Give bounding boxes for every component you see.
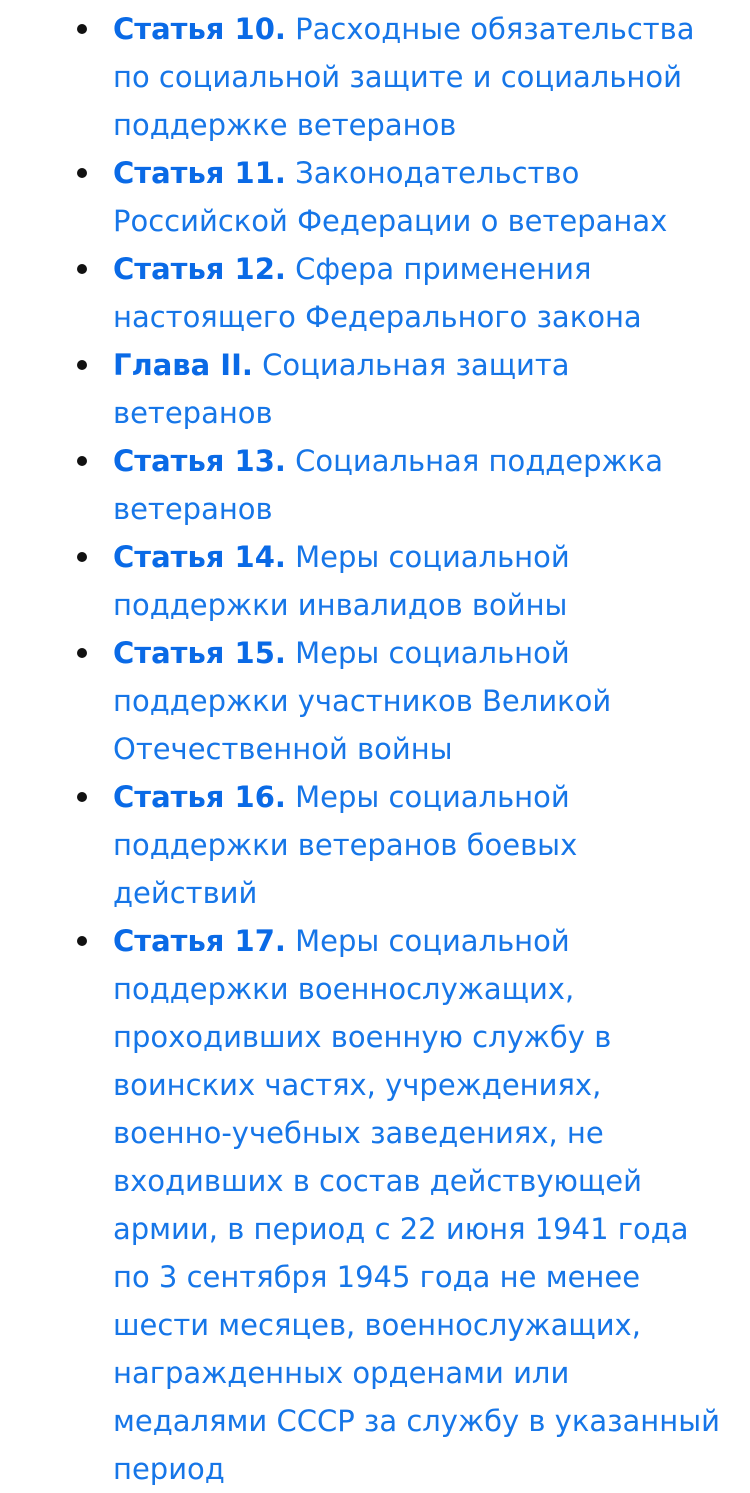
toc-link-chapter-2[interactable] <box>113 341 728 437</box>
bullet-icon <box>77 168 87 178</box>
toc-item-article-14 <box>0 533 750 629</box>
bullet-icon <box>77 24 87 34</box>
toc-label: Статья 13. <box>113 444 286 478</box>
toc-link-article-13[interactable] <box>113 437 728 533</box>
toc-label: Статья 17. <box>113 924 286 958</box>
toc-item-article-13 <box>0 437 750 533</box>
toc-item-article-16 <box>0 773 750 917</box>
bullet-icon <box>77 936 87 946</box>
toc-link-article-12[interactable] <box>113 245 728 341</box>
toc-label: Статья 11. <box>113 156 286 190</box>
toc-title: Меры социальной поддержки военнослужащих, проходивших военную службу в воинских частях, учреждениях, военно-учебных заведениях, не входивших в состав действующей армии, в период с 22 июня 1941 года по 3 сентября 1945 года не менее шести месяцев, военнослужащих, награжденных орденами или медалями СССР за службу в указанный период <box>113 924 720 1486</box>
toc-link-article-16[interactable] <box>113 773 728 917</box>
toc-title: Расходные обязательства по социальной защите и социальной поддержке ветеранов <box>113 12 695 142</box>
toc-link-article-11[interactable] <box>113 149 728 245</box>
toc-title: Сфера применения настоящего Федерального закона <box>113 252 642 334</box>
toc-title: Социальная защита ветеранов <box>113 348 570 430</box>
bullet-icon <box>77 264 87 274</box>
toc-label: Глава II. <box>113 348 253 382</box>
toc-title: Социальная поддержка ветеранов <box>113 444 663 526</box>
bullet-icon <box>77 552 87 562</box>
toc-title: Меры социальной поддержки участников Великой Отечественной войны <box>113 636 612 766</box>
toc-title: Меры социальной поддержки ветеранов боевых действий <box>113 780 578 910</box>
toc-item-article-17 <box>0 917 750 1493</box>
toc-label: Статья 15. <box>113 636 286 670</box>
bullet-icon <box>77 360 87 370</box>
toc-label: Статья 14. <box>113 540 286 574</box>
toc-item-article-10 <box>0 5 750 149</box>
toc-item-article-11 <box>0 149 750 245</box>
toc-title: Законодательство Российской Федерации о ветеранах <box>113 156 668 238</box>
bullet-icon <box>77 792 87 802</box>
toc-item-chapter-2 <box>0 341 750 437</box>
toc-link-article-10[interactable] <box>113 5 728 149</box>
bullet-icon <box>77 648 87 658</box>
toc-label: Статья 12. <box>113 252 286 286</box>
toc-link-article-14[interactable] <box>113 533 728 629</box>
toc-label: Статья 10. <box>113 12 286 46</box>
toc-link-article-17[interactable] <box>113 917 728 1493</box>
bullet-icon <box>77 456 87 466</box>
toc-label: Статья 16. <box>113 780 286 814</box>
toc-item-article-12 <box>0 245 750 341</box>
toc-item-article-15 <box>0 629 750 773</box>
toc-title: Меры социальной поддержки инвалидов войны <box>113 540 570 622</box>
toc-link-article-15[interactable] <box>113 629 728 773</box>
